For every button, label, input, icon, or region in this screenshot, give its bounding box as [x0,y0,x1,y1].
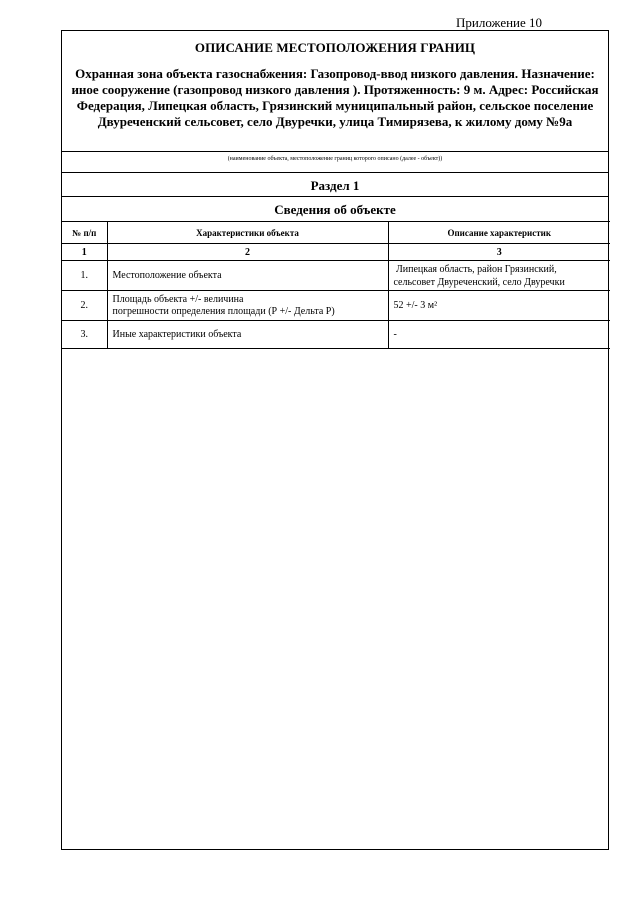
table-row [62,321,610,349]
row-characteristic-line: погрешности определения площади (Р +/- Дельта Р) [112,305,335,317]
document-title: ОПИСАНИЕ МЕСТОПОЛОЖЕНИЯ ГРАНИЦ [194,40,476,55]
section-title: Раздел 1 [62,173,608,197]
row-description-line: Липецкая область, район Грязинский, [393,263,557,275]
row-description-line: сельсовет Двуреченский, село Двуречки [393,276,565,288]
row-characteristic: Местоположение объекта [107,261,388,291]
row-number: 1. [62,261,107,291]
header-cell-characteristic: Характеристики объекта [107,222,388,244]
object-note-row [62,155,608,173]
row-characteristic-line: Площадь объекта +/- величина [112,293,244,305]
table-header-row [62,222,610,244]
table-row [62,291,610,321]
row-characteristic: Иные характеристики объекта [107,321,388,349]
column-number-2: 2 [107,244,388,261]
row-number: 2. [62,291,107,321]
row-number: 3. [62,321,107,349]
section-subtitle: Сведения об объекте [274,202,396,217]
row-characteristic [107,291,388,321]
document-header [62,31,608,152]
header-cell-number: № п/п [62,222,107,244]
column-number-1: 1 [62,244,107,261]
column-number-3: 3 [388,244,610,261]
row-description: 52 +/- 3 м² [388,291,610,321]
column-number-row [62,244,610,261]
row-description: - [388,321,610,349]
table-row [62,261,610,291]
document-frame [61,30,609,850]
object-info-table [62,221,610,349]
object-note: (наименование объекта, местоположение границ которого описано (далее - объект)) [227,156,443,162]
appendix-label: Приложение 10 [456,15,543,30]
object-description: Охранная зона объекта газоснабжения: Газопровод-ввод низкого давления. Назначение: иное сооружение (газопровод низкого давления ). Протяженность: 9 м. Адрес: Российская Федерация, Липецкая область, Грязинский муниципальный район, сельское поселение Двуреченский сельсовет, село Двуречки, улица Тимирязева, к жилому дому №9а [71,66,599,129]
header-cell-description: Описание характеристик [388,222,610,244]
row-description [388,261,610,291]
